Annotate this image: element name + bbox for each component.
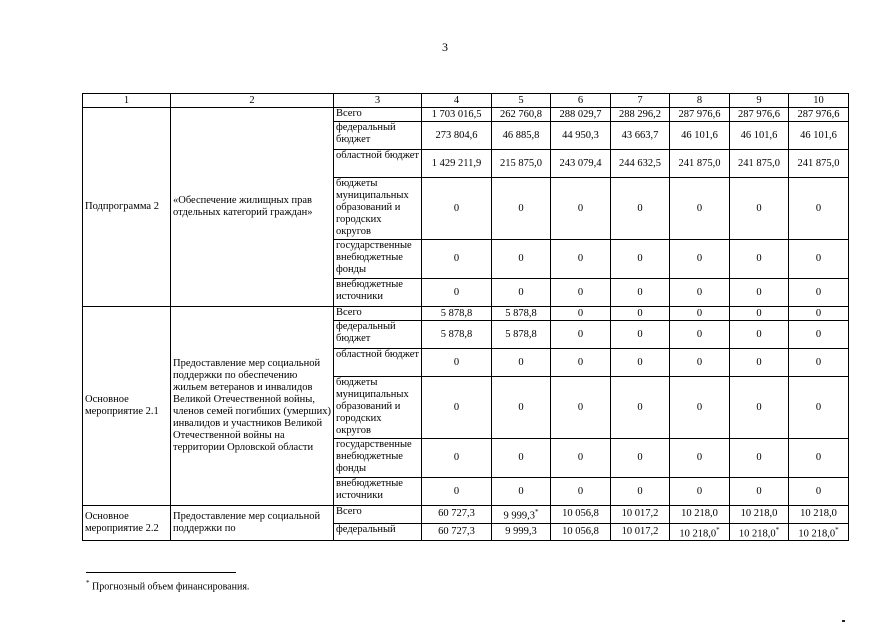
amount-value: 0 [518, 401, 524, 413]
amount-cell [492, 439, 551, 478]
amount-value: 0 [696, 401, 703, 413]
amount-value: 241 875,0 [678, 157, 721, 169]
amount-value: 0 [518, 202, 524, 214]
amount-value: 10 218,0 [798, 528, 836, 539]
funding-source: Всего [334, 307, 422, 321]
amount-cell [611, 150, 670, 178]
amount-cell [670, 178, 730, 240]
amount-value: 0 [518, 485, 524, 497]
amount-cell [611, 349, 670, 377]
amount-cell [551, 279, 611, 307]
amount-value: 46 101,6 [740, 129, 778, 141]
amount-value: 0 [518, 452, 524, 463]
amount-value: 0 [756, 253, 762, 264]
scan-speck [842, 620, 845, 622]
amount-cell [551, 478, 611, 506]
amount-cell [611, 307, 670, 321]
amount-value: 0 [637, 286, 643, 298]
amount-value: 0 [637, 307, 643, 319]
amount-value: 9 999,3 [505, 525, 537, 537]
funding-source: государственные внебюджетные фонды [334, 240, 422, 279]
amount-value: 0 [756, 202, 762, 214]
amount-value: 46 101,6 [681, 129, 718, 141]
amount-cell [611, 122, 670, 150]
amount-cell [611, 377, 670, 439]
amount-value: 241 875,0 [797, 157, 840, 169]
program-label: Подпрограмма 2 [83, 108, 171, 307]
amount-value: 0 [815, 286, 822, 298]
program-label: Основное мероприятие 2.2 [83, 506, 171, 541]
forecast-mark: * [535, 508, 539, 516]
program-label: Основное мероприятие 2.1 [83, 307, 171, 506]
amount-value: 0 [815, 401, 822, 413]
amount-cell [789, 108, 849, 122]
amount-cell [611, 178, 670, 240]
amount-cell [551, 307, 611, 321]
financing-table [82, 93, 849, 541]
amount-cell [551, 523, 611, 541]
amount-cell [670, 108, 730, 122]
amount-cell [551, 349, 611, 377]
amount-value: 0 [756, 307, 762, 319]
amount-value: 0 [637, 328, 643, 340]
amount-value: 0 [577, 452, 584, 463]
header-cell: 6 [551, 94, 611, 108]
amount-cell [789, 523, 849, 541]
amount-value: 0 [518, 356, 524, 368]
amount-value: 0 [696, 328, 703, 340]
amount-cell [789, 506, 849, 524]
amount-value: 60 727,3 [438, 525, 475, 537]
amount-value: 0 [577, 328, 584, 340]
amount-cell [670, 506, 730, 524]
amount-cell [492, 307, 551, 321]
amount-value: 287 976,6 [678, 108, 721, 120]
amount-cell [611, 523, 670, 541]
amount-cell [422, 349, 492, 377]
amount-value: 0 [577, 202, 584, 214]
amount-value: 215 875,0 [500, 157, 542, 169]
funding-source: внебюджетные источники [334, 478, 422, 506]
funding-source: Всего [334, 108, 422, 122]
amount-value: 0 [453, 356, 460, 368]
amount-value: 44 950,3 [562, 129, 599, 141]
program-description: Предоставление мер социальной поддержки по обеспечению жильем ветеранов и инвалидов Великой Отечественной войны, членов семей погибших (умерших) инвалидов и участников Великой Отечественной войны на территории Орловской области [171, 307, 334, 506]
amount-value: 0 [577, 356, 584, 368]
amount-value: 0 [453, 286, 460, 298]
amount-value: 243 079,4 [559, 157, 602, 169]
amount-cell [611, 506, 670, 524]
table-body [83, 94, 849, 541]
amount-value: 0 [518, 253, 524, 264]
amount-cell [611, 108, 670, 122]
amount-cell [551, 506, 611, 524]
amount-value: 0 [756, 328, 762, 340]
header-cell: 8 [670, 94, 730, 108]
table-row [83, 108, 849, 122]
amount-value: 1 703 016,5 [431, 108, 482, 120]
amount-cell [670, 321, 730, 349]
amount-value: 0 [696, 452, 703, 463]
funding-source: областной бюджет [334, 349, 422, 377]
forecast-mark: * [775, 525, 780, 534]
amount-value: 9 999,3 [503, 510, 535, 522]
footnote-mark: * [86, 579, 90, 587]
header-row [83, 94, 849, 108]
amount-value: 0 [756, 452, 762, 463]
amount-cell [492, 150, 551, 178]
amount-cell [730, 349, 789, 377]
amount-value: 0 [577, 401, 584, 413]
amount-value: 0 [577, 286, 584, 298]
header-cell: 7 [611, 94, 670, 108]
amount-value: 5 878,8 [505, 328, 537, 340]
amount-cell [551, 108, 611, 122]
funding-source: федеральный [334, 523, 422, 541]
amount-value: 0 [637, 452, 643, 463]
amount-value: 10 218,0 [740, 508, 778, 520]
amount-cell [492, 377, 551, 439]
amount-value: 0 [815, 202, 822, 214]
footnote [86, 579, 249, 592]
amount-value: 5 878,8 [440, 307, 473, 319]
amount-cell [551, 377, 611, 439]
amount-value: 287 976,6 [797, 108, 840, 120]
header-cell: 10 [789, 94, 849, 108]
amount-cell [730, 150, 789, 178]
header-cell: 1 [83, 94, 171, 108]
amount-value: 5 878,8 [505, 307, 537, 319]
table-row [83, 307, 849, 321]
amount-value: 0 [756, 286, 762, 298]
amount-cell [551, 122, 611, 150]
amount-value: 10 017,2 [621, 525, 659, 537]
amount-cell [670, 377, 730, 439]
amount-value: 0 [637, 401, 643, 413]
header-cell: 4 [422, 94, 492, 108]
amount-cell [492, 506, 551, 524]
amount-value: 241 875,0 [738, 157, 780, 169]
amount-cell [422, 321, 492, 349]
amount-value: 5 878,8 [440, 328, 473, 340]
amount-cell [492, 321, 551, 349]
amount-cell [422, 478, 492, 506]
amount-cell [422, 122, 492, 150]
amount-cell [670, 349, 730, 377]
amount-cell [492, 178, 551, 240]
amount-value: 0 [696, 307, 703, 319]
funding-source: Всего [334, 506, 422, 524]
amount-value: 10 218,0 [800, 508, 837, 520]
amount-cell [730, 377, 789, 439]
amount-cell [611, 279, 670, 307]
amount-cell [670, 478, 730, 506]
amount-value: 262 760,8 [500, 108, 542, 120]
amount-cell [422, 108, 492, 122]
amount-cell [730, 321, 789, 349]
footnote-text: Прогнозный объем финансирования. [92, 581, 250, 593]
amount-cell [670, 439, 730, 478]
amount-cell [492, 279, 551, 307]
amount-cell [422, 279, 492, 307]
amount-cell [422, 377, 492, 439]
amount-cell [670, 122, 730, 150]
amount-cell [422, 523, 492, 541]
amount-cell [551, 439, 611, 478]
amount-value: 0 [453, 485, 460, 497]
amount-value: 0 [815, 307, 822, 319]
amount-value: 0 [637, 253, 643, 264]
amount-cell [492, 523, 551, 541]
amount-value: 0 [696, 253, 703, 264]
amount-cell [422, 240, 492, 279]
amount-cell [422, 178, 492, 240]
amount-value: 0 [453, 401, 460, 413]
amount-cell [611, 478, 670, 506]
amount-cell [789, 478, 849, 506]
amount-value: 46 101,6 [800, 129, 837, 141]
amount-value: 0 [815, 328, 822, 340]
amount-cell [422, 150, 492, 178]
amount-cell [730, 478, 789, 506]
amount-value: 0 [453, 253, 460, 264]
amount-cell [492, 240, 551, 279]
amount-cell [670, 150, 730, 178]
amount-cell [492, 122, 551, 150]
amount-cell [730, 178, 789, 240]
amount-value: 0 [756, 485, 762, 497]
amount-cell [422, 439, 492, 478]
amount-value: 287 976,6 [738, 108, 780, 120]
amount-value: 288 029,7 [559, 108, 602, 120]
amount-cell [492, 349, 551, 377]
amount-value: 0 [756, 356, 762, 368]
amount-cell [492, 108, 551, 122]
amount-value: 10 218,0 [681, 508, 718, 520]
amount-value: 10 017,2 [621, 508, 659, 520]
amount-cell [789, 122, 849, 150]
amount-value: 0 [637, 202, 643, 214]
amount-cell [730, 523, 789, 541]
amount-value: 0 [637, 485, 643, 497]
amount-value: 0 [815, 253, 822, 264]
amount-value: 10 218,0 [738, 528, 776, 539]
amount-cell [551, 240, 611, 279]
amount-cell [670, 240, 730, 279]
amount-value: 10 056,8 [562, 525, 599, 537]
amount-value: 244 632,5 [619, 157, 661, 169]
amount-cell [730, 506, 789, 524]
amount-value: 0 [815, 485, 822, 497]
amount-value: 0 [696, 202, 703, 214]
funding-source: федеральный бюджет [334, 321, 422, 349]
amount-value: 288 296,2 [619, 108, 661, 120]
amount-value: 46 885,8 [502, 129, 540, 141]
amount-cell [789, 377, 849, 439]
amount-value: 1 429 211,9 [431, 157, 482, 169]
amount-cell [551, 150, 611, 178]
amount-cell [670, 279, 730, 307]
table-row [83, 506, 849, 524]
amount-cell [730, 122, 789, 150]
amount-cell [730, 279, 789, 307]
amount-value: 0 [637, 356, 643, 368]
amount-cell [422, 307, 492, 321]
amount-cell [492, 478, 551, 506]
amount-value: 0 [577, 307, 584, 319]
amount-value: 10 218,0 [679, 528, 717, 539]
amount-cell [551, 178, 611, 240]
amount-value: 273 804,6 [435, 129, 478, 141]
amount-value: 0 [518, 286, 524, 298]
amount-cell [789, 321, 849, 349]
funding-source: бюджеты муниципальных образований и городских округов [334, 178, 422, 240]
header-cell: 3 [334, 94, 422, 108]
amount-value: 0 [815, 356, 822, 368]
funding-source: бюджеты муниципальных образований и городских округов [334, 377, 422, 439]
forecast-mark: * [716, 525, 720, 534]
amount-cell [789, 150, 849, 178]
amount-cell [670, 307, 730, 321]
amount-cell [730, 439, 789, 478]
amount-cell [611, 321, 670, 349]
amount-value: 0 [756, 401, 762, 413]
amount-cell [789, 439, 849, 478]
amount-value: 0 [453, 452, 460, 463]
funding-source: внебюджетные источники [334, 279, 422, 307]
amount-cell [551, 321, 611, 349]
program-description: «Обеспечение жилищных прав отдельных категорий граждан» [171, 108, 334, 307]
amount-cell [611, 439, 670, 478]
header-cell: 9 [730, 94, 789, 108]
amount-value: 0 [815, 452, 822, 463]
amount-value: 0 [696, 485, 703, 497]
program-description: Предоставление мер социальной поддержки по [171, 506, 334, 541]
funding-source: государственные внебюджетные фонды [334, 439, 422, 478]
page-number: 3 [442, 40, 448, 54]
amount-value: 0 [696, 356, 703, 368]
header-cell: 2 [171, 94, 334, 108]
amount-value: 10 056,8 [562, 508, 599, 520]
amount-cell [422, 506, 492, 524]
amount-value: 0 [577, 485, 584, 497]
amount-cell [789, 279, 849, 307]
amount-cell [789, 240, 849, 279]
amount-value: 0 [453, 202, 460, 214]
amount-cell [730, 108, 789, 122]
header-cell: 5 [492, 94, 551, 108]
amount-value: 0 [696, 286, 703, 298]
amount-cell [730, 240, 789, 279]
amount-cell [611, 240, 670, 279]
amount-cell [789, 178, 849, 240]
amount-cell [789, 349, 849, 377]
amount-value: 43 663,7 [621, 129, 659, 141]
amount-cell [789, 307, 849, 321]
amount-value: 60 727,3 [438, 508, 475, 520]
amount-cell [730, 307, 789, 321]
funding-source: федеральный бюджет [334, 122, 422, 150]
amount-cell [670, 523, 730, 541]
amount-value: 0 [577, 253, 584, 264]
forecast-mark: * [835, 525, 839, 534]
footnote-divider [86, 572, 236, 573]
funding-source: областной бюджет [334, 150, 422, 178]
